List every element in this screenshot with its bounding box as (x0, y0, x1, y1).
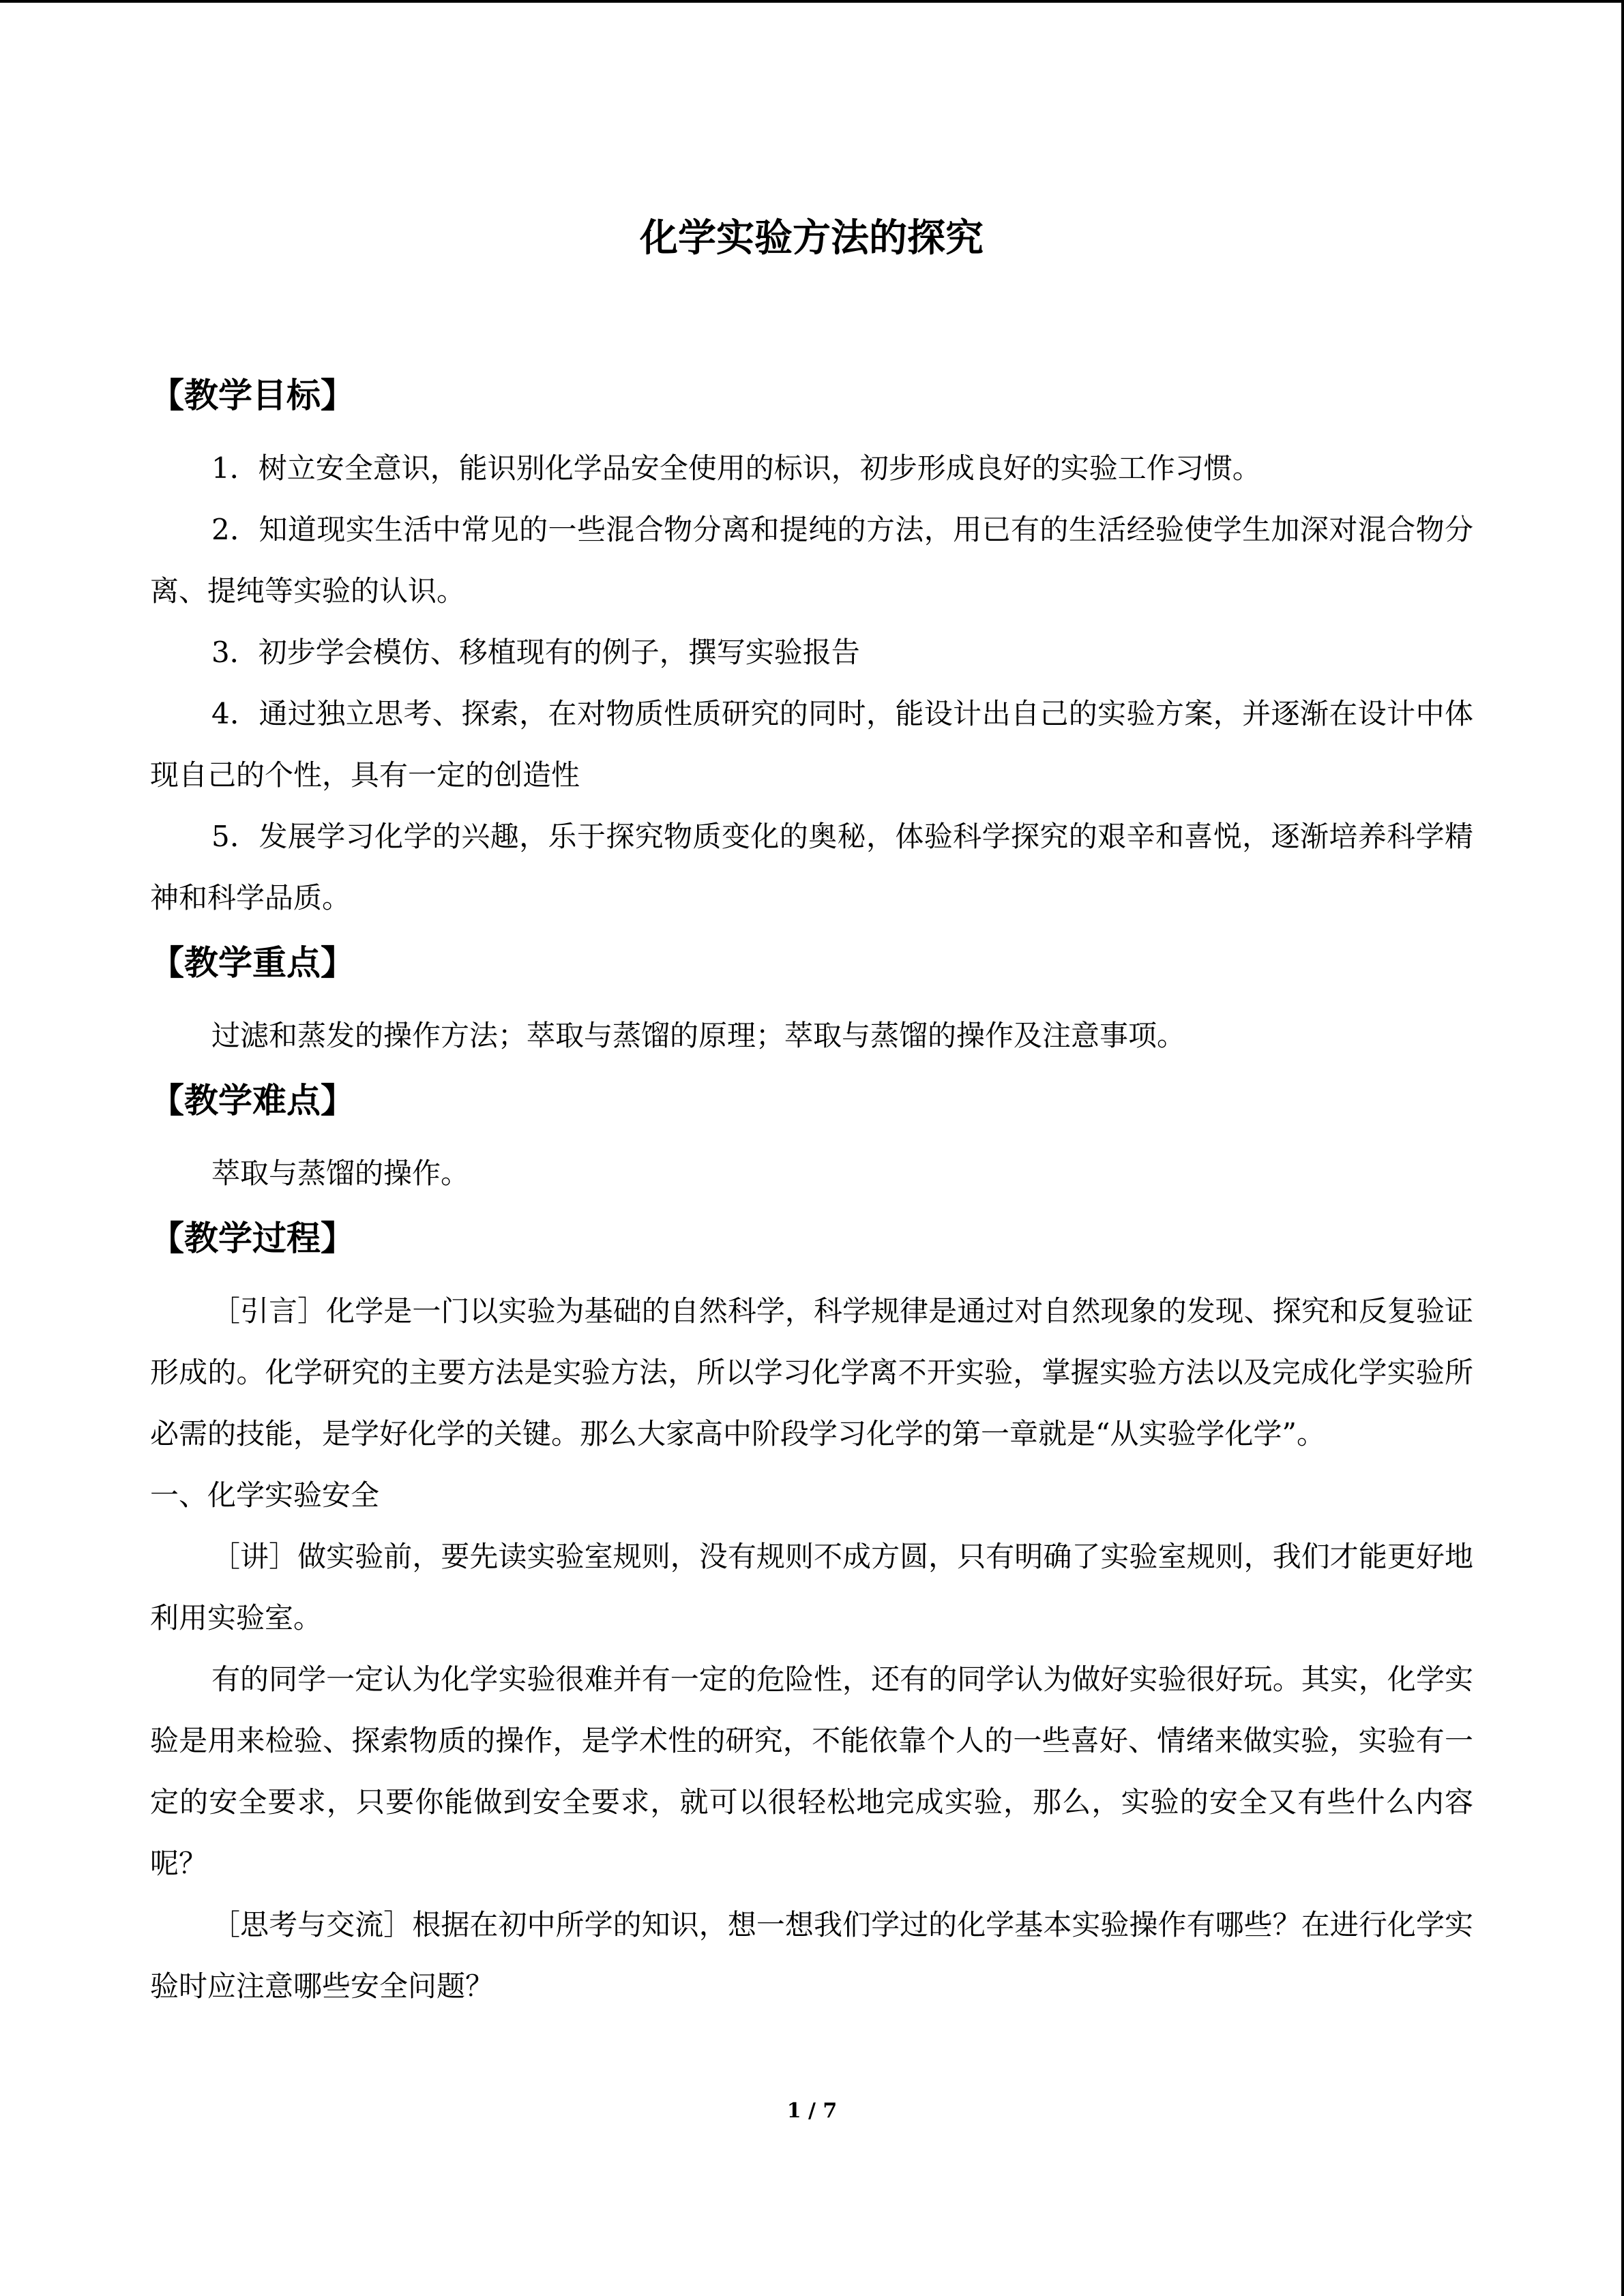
heading-objectives: 【教学目标】 (150, 376, 355, 415)
process-think-discuss: ［思考与交流］根据在初中所学的知识，想一想我们学过的化学基本实验操作有哪些？在进行化学实验时应注意哪些安全问题？ (150, 1908, 1473, 2003)
page-number: 1 / 7 (786, 2099, 838, 2123)
objective-item-4: 4．通过独立思考、探索，在对物质性质研究的同时，能设计出自己的实验方案，并逐渐在设计中体现自己的个性，具有一定的创造性 (150, 697, 1473, 792)
top-border (0, 0, 1624, 3)
difficulties-text: 萃取与蒸馏的操作。 (211, 1157, 470, 1190)
page-title: 化学实验方法的探究 (640, 216, 984, 260)
process-intro: ［引言］化学是一门以实验为基础的自然科学，科学规律是通过对自然现象的发现、探究和反复验证形成的。化学研究的主要方法是实验方法，所以学习化学离不开实验，掌握实验方法以及完成化学实验所必需的技能，是学好化学的关键。那么大家高中阶段学习化学的第一章就是“从实验学化学”。 (150, 1294, 1473, 1450)
heading-process: 【教学过程】 (150, 1219, 355, 1258)
section-one-title: 一、化学实验安全 (150, 1478, 380, 1512)
objective-item-3: 3．初步学会模仿、移植现有的例子，撰写实验报告 (211, 636, 860, 669)
objective-item-1: 1．树立安全意识，能识别化学品安全使用的标识，初步形成良好的实验工作习惯。 (211, 451, 1261, 485)
objective-item-5: 5．发展学习化学的兴趣，乐于探究物质变化的奥秘，体验科学探究的艰辛和喜悦，逐渐培养科学精神和科学品质。 (150, 820, 1473, 914)
process-lecture: ［讲］做实验前，要先读实验室规则，没有规则不成方圆，只有明确了实验室规则，我们才能更好地利用实验室。 (150, 1540, 1473, 1635)
heading-difficulties: 【教学难点】 (150, 1081, 355, 1120)
page-content (150, 205, 1473, 2017)
process-safety-paragraph: 有的同学一定认为化学实验很难并有一定的危险性，还有的同学认为做好实验很好玩。其实，化学实验是用来检验、探索物质的操作，是学术性的研究，不能依靠个人的一些喜好、情绪来做实验，实验有一定的安全要求，只要你能做到安全要求，就可以很轻松地完成实验，那么，实验的安全又有些什么内容呢？ (150, 1663, 1473, 1880)
right-border (1621, 0, 1624, 2296)
heading-key-points: 【教学重点】 (150, 943, 355, 983)
objective-item-2: 2．知道现实生活中常见的一些混合物分离和提纯的方法，用已有的生活经验使学生加深对混合物分离、提纯等实验的认识。 (150, 513, 1473, 608)
key-points-text: 过滤和蒸发的操作方法；萃取与蒸馏的原理；萃取与蒸馏的操作及注意事项。 (211, 1019, 1186, 1052)
